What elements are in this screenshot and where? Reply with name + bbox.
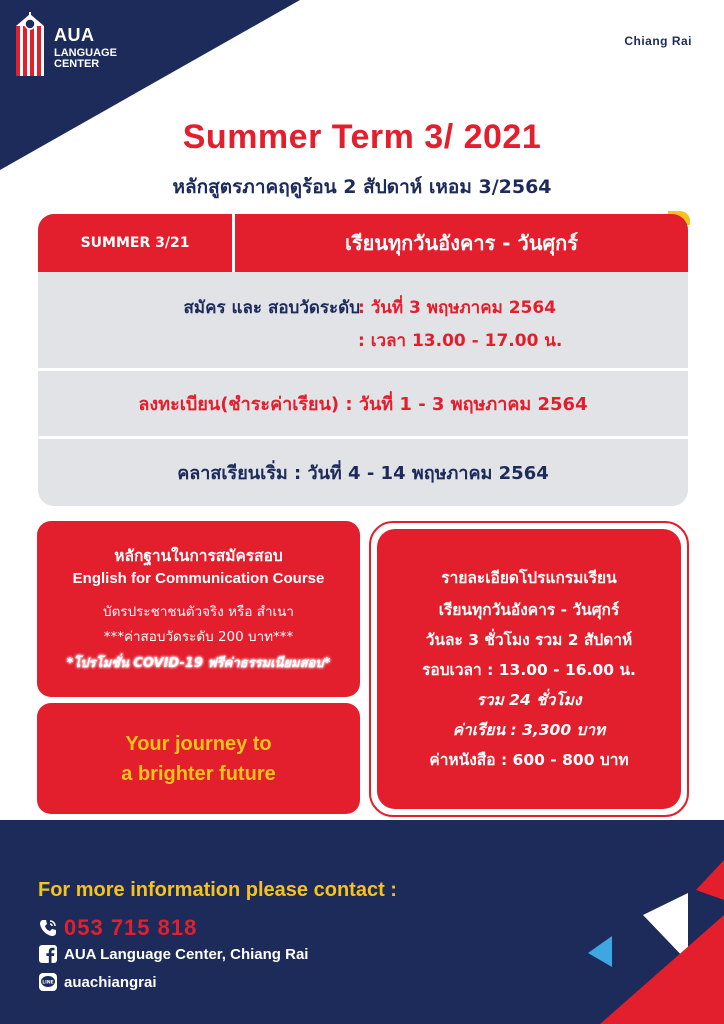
brand-line-3: CENTER <box>54 58 100 71</box>
apply-label: สมัคร และ สอบวัดระดับ <box>183 298 360 318</box>
line-id: auachiangrai <box>64 973 157 991</box>
contact-footer <box>0 820 724 1024</box>
facebook-page: AUA Language Center, Chiang Rai <box>64 945 309 963</box>
page-title: Summer Term 3/ 2021 <box>182 118 542 156</box>
class-start-row: คลาสเรียนเริ่ม : วันที่ 4 - 14 พฤษภาคม 2564 <box>177 463 549 484</box>
requirements-heading: หลักฐานในการสมัครสอบ <box>114 547 283 565</box>
contact-heading: For more information please contact : <box>38 879 397 901</box>
aua-logo <box>12 12 117 76</box>
program-time: รอบเวลา : 13.00 - 16.00 น. <box>422 661 636 679</box>
schedule-header <box>38 214 688 272</box>
page-subtitle: หลักสูตรภาคฤดูร้อน 2 สัปดาห์ เหอม 3/2564 <box>172 176 552 198</box>
course-name: English for Communication Course <box>72 570 325 587</box>
program-books: ค่าหนังสือ : 600 - 800 บาท <box>429 751 629 769</box>
slogan-line-1: Your journey to <box>125 732 272 755</box>
promo-badge: *โปรโมชั่น COVID-19 ฟรีค่าธรรมเนียมสอบ* <box>65 652 333 673</box>
apply-row <box>38 289 688 369</box>
apply-date: : วันที่ 3 พฤษภาคม 2564 <box>358 298 557 318</box>
program-hours: วันละ 3 ชั่วโมง รวม 2 สัปดาห์ <box>425 631 633 649</box>
phone-contact[interactable] <box>38 915 197 941</box>
facebook-contact[interactable] <box>38 944 308 964</box>
apply-time: : เวลา 13.00 - 17.00 น. <box>358 331 563 351</box>
term-code: SUMMER 3/21 <box>38 214 235 272</box>
requirements-box <box>37 521 360 697</box>
exam-fee: ***ค่าสอบวัดระดับ 200 บาท*** <box>103 629 294 645</box>
class-days: เรียนทุกวันอังคาร - วันศุกร์ <box>345 231 578 255</box>
location-label: Chiang Rai <box>624 34 692 48</box>
decorative-triangles <box>560 840 724 1024</box>
brand-line-2: LANGUAGE <box>54 46 117 59</box>
facebook-icon <box>38 944 58 964</box>
program-heading: รายละเอียดโปรแกรมเรียน <box>441 569 617 587</box>
schedule-table <box>38 214 688 506</box>
register-row: ลงทะเบียน(ชำระค่าเรียน) : วันที่ 1 - 3 พฤษภาคม 2564 <box>138 393 588 415</box>
program-total: รวม 24 ชั่วโมง <box>476 691 582 709</box>
brand-name: AUA <box>54 25 95 45</box>
phone-number: 053 715 818 <box>64 915 198 940</box>
required-documents: บัตรประชาชนตัวจริง หรือ สำเนา <box>103 604 294 620</box>
slogan-line-2: a brighter future <box>121 762 276 785</box>
phone-icon <box>38 918 58 938</box>
program-tuition: ค่าเรียน : 3,300 บาท <box>452 721 606 739</box>
program-box <box>369 521 689 817</box>
line-icon <box>38 972 58 992</box>
svg-text:LINE: LINE <box>42 980 54 986</box>
slogan-box <box>37 703 360 814</box>
aua-emblem-icon <box>12 12 48 76</box>
line-contact[interactable] <box>38 972 157 992</box>
program-days: เรียนทุกวันอังคาร - วันศุกร์ <box>438 601 620 619</box>
